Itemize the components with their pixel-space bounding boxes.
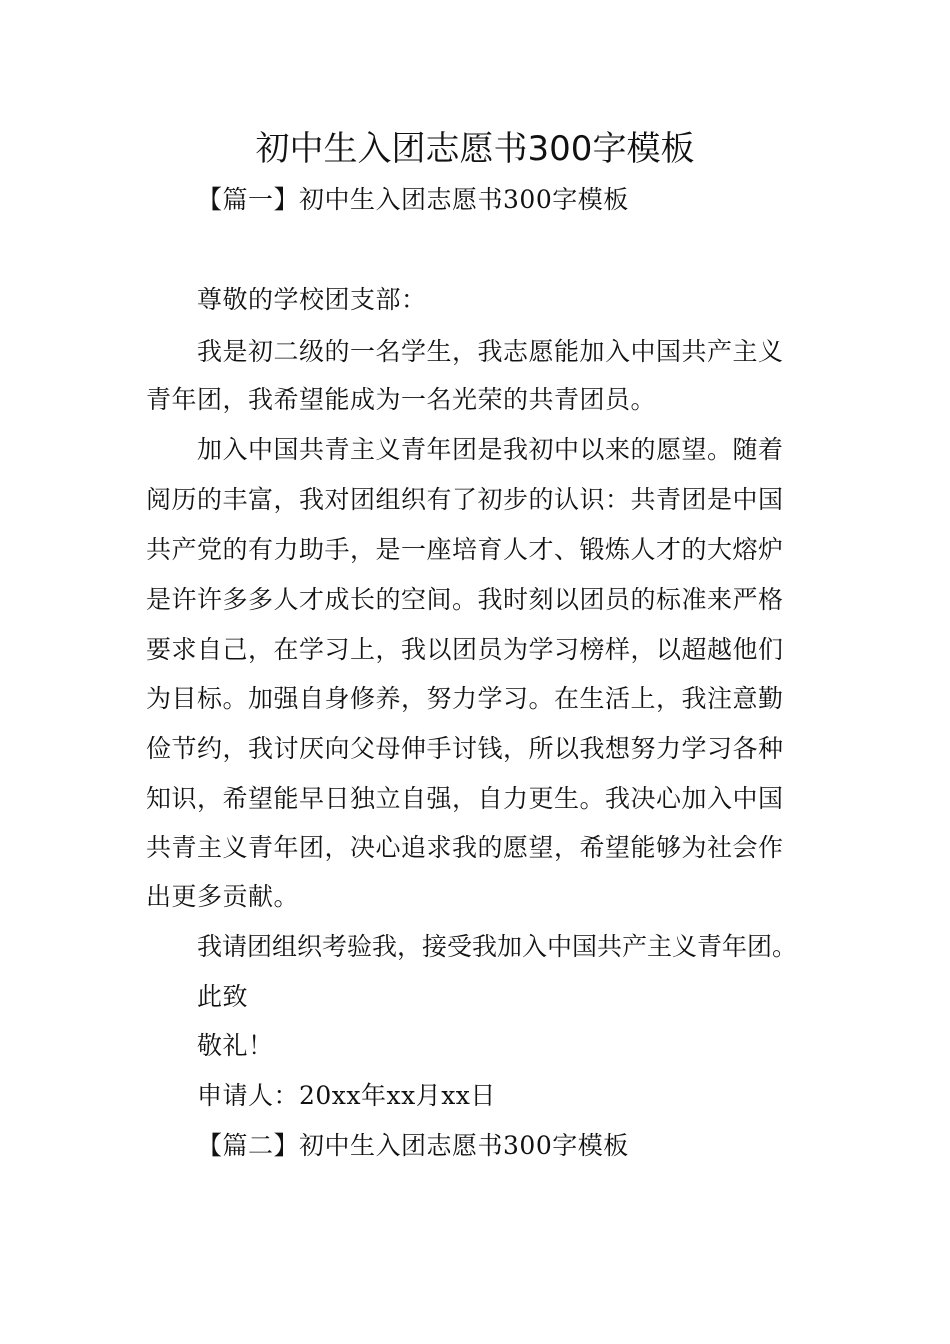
closing-line-1: 此致 [197,982,249,1011]
paragraph-2-line-7: 俭节约，我讨厌向父母伸手讨钱，所以我想努力学习各种 [146,734,784,763]
paragraph-2-line-1: 加入中国共青主义青年团是我初中以来的愿望。随着 [197,435,784,464]
paragraph-2-line-8: 知识，希望能早日独立自强，自力更生。我决心加入中国 [146,784,784,813]
paragraph-2-line-2: 阅历的丰富，我对团组织有了初步的认识：共青团是中国 [146,485,784,514]
paragraph-2-line-5: 要求自己，在学习上，我以团员为学习榜样，以超越他们 [146,635,784,664]
paragraph-3: 我请团组织考验我，接受我加入中国共产主义青年团。 [197,932,798,961]
paragraph-1-line-1: 我是初二级的一名学生，我志愿能加入中国共产主义 [197,337,784,366]
section-heading-1: 【篇一】初中生入团志愿书300字模板 [197,185,629,214]
paragraph-2-line-10: 出更多贡献。 [146,882,300,911]
section-heading-2: 【篇二】初中生入团志愿书300字模板 [197,1131,629,1160]
applicant-line: 申请人：20xx年xx月xx日 [197,1081,496,1110]
paragraph-2-line-3: 共产党的有力助手，是一座培育人才、锻炼人才的大熔炉 [146,535,784,564]
closing-line-2: 敬礼！ [197,1031,274,1060]
paragraph-2-line-9: 共青主义青年团，决心追求我的愿望，希望能够为社会作 [146,833,784,862]
paragraph-1-line-2: 青年团，我希望能成为一名光荣的共青团员。 [146,385,657,414]
paragraph-2-line-4: 是许许多多人才成长的空间。我时刻以团员的标准来严格 [146,585,784,614]
document-title: 初中生入团志愿书300字模板 [255,129,695,169]
paragraph-2-line-6: 为目标。加强自身修养，努力学习。在生活上，我注意勤 [146,684,784,713]
salutation: 尊敬的学校团支部： [197,285,427,314]
